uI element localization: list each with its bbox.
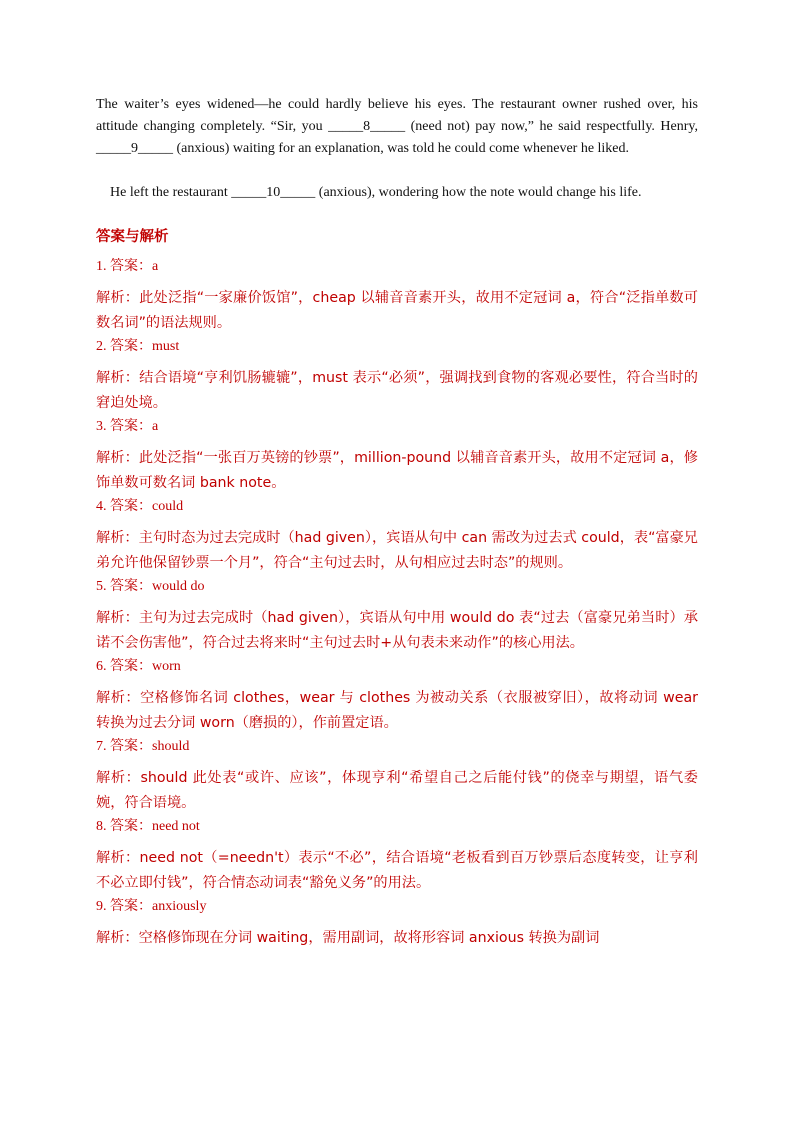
section-title: 答案与解析	[96, 229, 169, 245]
analysis-3: 解析：此处泛指“一张百万英镑的钞票”，million-pound 以辅音音素开头，故用不定冠词 a，修饰单数可数名词 bank note。	[96, 450, 698, 491]
answer-label: 9. 答案：	[96, 899, 152, 914]
answer-label: 5. 答案：	[96, 579, 152, 594]
analysis-8: 解析：need not（=needn't）表示“不必”，结合语境“老板看到百万钞票后态度转变，让亨利不必立即付钱”，符合情态动词表“豁免义务”的用法。	[96, 850, 698, 891]
analysis-7: 解析：should 此处表“或许、应该”，体现亨利“希望自己之后能付钱”的侥幸与期望，语气委婉，符合语境。	[96, 770, 698, 811]
answer-2	[96, 336, 698, 358]
answer-4	[96, 496, 698, 518]
answer-label: 8. 答案：	[96, 819, 152, 834]
answer-label: 6. 答案：	[96, 659, 152, 674]
answer-value: must	[152, 339, 180, 354]
answer-label: 3. 答案：	[96, 419, 152, 434]
answer-9	[96, 896, 698, 918]
answer-list	[96, 256, 698, 951]
analysis-9: 解析：空格修饰现在分词 waiting，需用副词，故将形容词 anxious 转换为副词	[96, 930, 600, 946]
answer-value: a	[152, 419, 159, 434]
analysis-1: 解析：此处泛指“一家廉价饭馆”，cheap 以辅音音素开头，故用不定冠词 a，符合“泛指单数可数名词”的语法规则。	[96, 290, 698, 331]
answer-label: 2. 答案：	[96, 339, 152, 354]
answer-5	[96, 576, 698, 598]
answer-value: a	[152, 259, 159, 274]
passage-paragraph-1: The waiter’s eyes widened—he could hardly believe his eyes. The restaurant owner rushed over, his attitude changing completely. “Sir, you _____8_____ (need not) pay now,” he said respectfully. Henry, _____9_____ (anxious) waiting for an explanation, was told he could come whenever he liked.	[96, 97, 698, 156]
answer-value: should	[152, 739, 190, 754]
answer-7	[96, 736, 698, 758]
answer-label: 7. 答案：	[96, 739, 152, 754]
answer-label: 4. 答案：	[96, 499, 152, 514]
answer-1	[96, 256, 698, 278]
answer-value: would do	[152, 579, 205, 594]
answer-value: worn	[152, 659, 181, 674]
passage-paragraph-2: He left the restaurant _____10_____ (anxious), wondering how the note would change his life.	[110, 185, 642, 200]
answer-value: anxiously	[152, 899, 207, 914]
answer-3	[96, 416, 698, 438]
analysis-5: 解析：主句为过去完成时（had given），宾语从句中用 would do 表“过去（富豪兄弟当时）承诺不会伤害他”，符合过去将来时“主句过去时+从句表未来动作”的核心用法。	[96, 610, 698, 651]
analysis-6: 解析：空格修饰名词 clothes，wear 与 clothes 为被动关系（衣服被穿旧），故将动词 wear 转换为过去分词 worn（磨损的），作前置定语。	[96, 690, 698, 731]
analysis-2: 解析：结合语境“亨利饥肠辘辘”，must 表示“必须”，强调找到食物的客观必要性，符合当时的窘迫处境。	[96, 370, 698, 411]
analysis-4: 解析：主句时态为过去完成时（had given），宾语从句中 can 需改为过去式 could，表“富豪兄弟允许他保留钞票一个月”，符合“主句过去时，从句相应过去时态”的规则。	[96, 530, 698, 571]
answer-8	[96, 816, 698, 838]
answer-value: could	[152, 499, 184, 514]
answer-6	[96, 656, 698, 678]
answer-value: need not	[152, 819, 200, 834]
answer-label: 1. 答案：	[96, 259, 152, 274]
